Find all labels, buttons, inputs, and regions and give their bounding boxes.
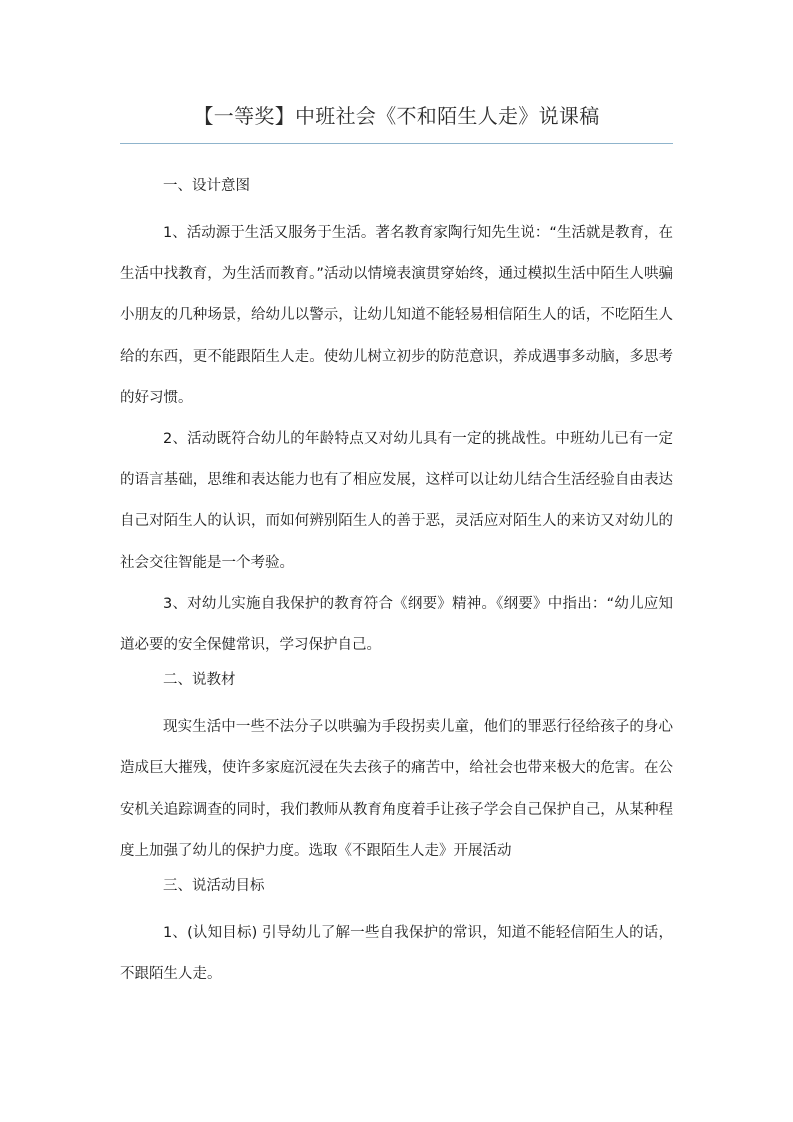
title-divider <box>120 143 673 144</box>
paragraph-activity-goals-1: 1、(认知目标) 引导幼儿了解一些自我保护的常识，知道不能轻信陌生人的话，不跟陌生人走。 <box>120 925 673 983</box>
section-heading-design-intent: 一、设计意图 <box>163 178 250 194</box>
section-heading-activity-goals: 三、说活动目标 <box>163 878 265 895</box>
paragraph-design-intent-2: 2、活动既符合幼儿的年龄特点又对幼儿具有一定的挑战性。中班幼儿已有一定的语言基础，思维和表达能力也有了相应发展，这样可以让幼儿结合生活经验自由表达自己对陌生人的认识，而如何辨别陌生人的善于恶，灵活应对陌生人的来访又对幼儿的社会交往智能是一个考验。 <box>120 431 673 571</box>
section-heading-teaching-material: 二、说教材 <box>163 672 236 689</box>
paragraph-design-intent-1: 1、活动源于生活又服务于生活。著名教育家陶行知先生说：“生活就是教育，在生活中找教育，为生活而教育。”活动以情境表演贯穿始终，通过模拟生活中陌生人哄骗小朋友的几种场景，给幼儿以警示，让幼儿知道不能轻易相信陌生人的话，不吃陌生人给的东西，更不能跟陌生人走。使幼儿树立初步的防范意识，养成遇事多动脑，多思考的好习惯。 <box>120 225 673 406</box>
document-body <box>120 172 673 995</box>
paragraph-design-intent-3: 3、对幼儿实施自我保护的教育符合《纲要》精神。《纲要》中指出：“幼儿应知道必要的安全保健常识，学习保护自己。 <box>120 595 673 654</box>
document-title: 【一等奖】中班社会《不和陌生人走》说课稿 <box>193 104 600 128</box>
paragraph-teaching-material-1: 现实生活中一些不法分子以哄骗为手段拐卖儿童，他们的罪恶行径给孩子的身心造成巨大摧残，使许多家庭沉浸在失去孩子的痛苦中，给社会也带来极大的危害。在公安机关追踪调查的同时，我们教师从教育角度着手让孩子学会自己保护自己，从某种程度上加强了幼儿的保护力度。选取《不跟陌生人走》开展活动 <box>120 719 673 859</box>
